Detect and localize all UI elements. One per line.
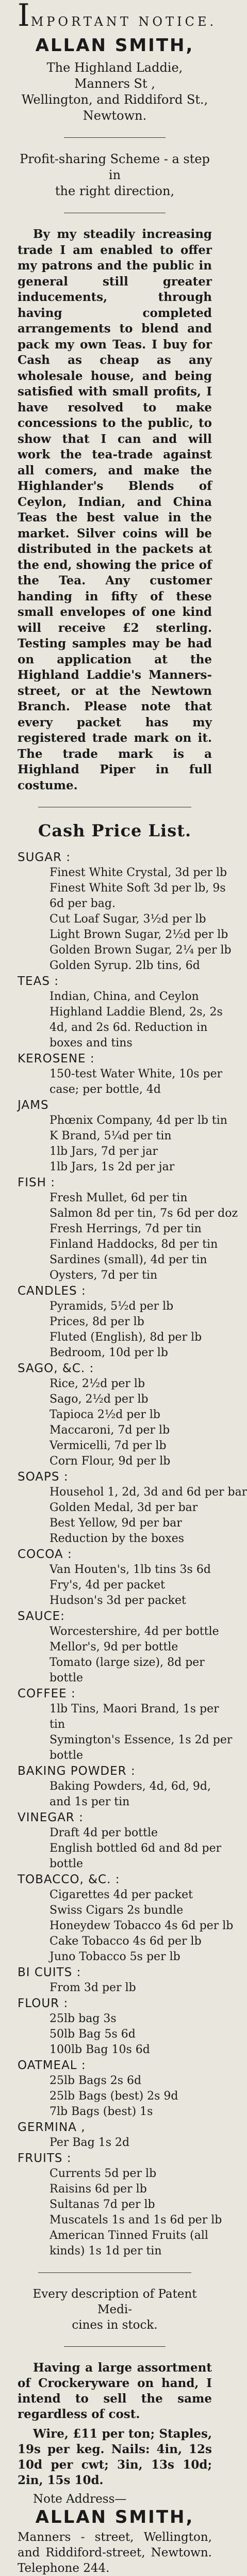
price-section <box>18 974 223 1051</box>
price-section <box>18 1175 238 1283</box>
price-item: Sago, 2½d per lb <box>50 1393 149 1406</box>
price-item: 1lb Tins, Maori Brand, 1s per <box>50 1703 219 1715</box>
price-item: 7lb Bags (best) 1s <box>50 2105 153 2118</box>
merchant-address <box>18 60 212 124</box>
scheme-line: Profit-sharing Scheme - a step in <box>20 152 210 182</box>
category-heading: SAGO, &C. : <box>18 1362 94 1375</box>
price-item: bottle <box>50 1857 84 1870</box>
notice-body: By my steadily increasing trade I am enabled to offer my patrons and the public in general still greater inducements, through having completed arrangements to blend and pack my own Teas. I buy for Cash as cheap as any wholesale house, and being satisfied with small profits, I have resolved to make concessions to the public, to show that I can and will work the tea-trade against all comers, and make the Highlander's Blends of Ceylon, Indian, and China Teas the best value in the market. Silver coins will be distributed in the packets at the end, showing the price of the Tea. Any customer handing in fifty of these small envelopes of one kind will receive £2 sterling. Testing samples may be had on application at the Highland Laddie's Manners-street, or at the Newtown Branch. Please note that every packet has my registered trade mark on it. The trade mark is a Highland Piper in full costume. <box>18 227 212 792</box>
price-item: 150-test Water White, 10s per <box>50 1068 223 1080</box>
heading-initial: I <box>18 0 31 34</box>
price-item: bottle <box>50 1672 84 1684</box>
notice-heading <box>18 0 217 34</box>
price-item: Juno Tobacco 5s per lb <box>50 1950 180 1963</box>
category-heading: TEAS : <box>18 975 59 988</box>
price-item: 1lb Jars, 1s 2d per jar <box>50 1160 175 1173</box>
price-section <box>18 2120 212 2151</box>
price-item: Oysters, 7d per tin <box>50 1269 158 1282</box>
price-item: 1lb Jars, 7d per jar <box>50 1145 158 1158</box>
price-item: boxes and tins <box>50 1037 133 1050</box>
price-item: Phœnix Company, 4d per lb tin <box>50 1114 227 1127</box>
price-item: Tomato (large size), 8d per <box>50 1656 205 1669</box>
price-item: Salmon 8d per tin, 7s 6d per doz <box>50 1207 238 1220</box>
price-item: Mellor's, 9d per bottle <box>50 1641 178 1653</box>
price-item: 25lb Bags 2s 6d <box>50 2074 142 2087</box>
price-item: Corn Flour, 9d per lb <box>50 1455 171 1468</box>
category-heading: COFFEE : <box>18 1687 76 1700</box>
divider <box>64 137 166 138</box>
price-item: Raisins 6d per lb <box>50 2183 147 2196</box>
address-line: Newtown. <box>83 108 147 123</box>
price-item: Hudson's 3d per packet <box>50 1594 186 1607</box>
price-section <box>18 1469 247 1547</box>
price-item: Fresh Mullet, 6d per tin <box>50 1191 188 1204</box>
price-item: Finland Haddocks, 8d per tin <box>50 1238 218 1251</box>
price-item: Prices, 8d per lb <box>50 1315 144 1328</box>
scheme-heading <box>18 151 212 199</box>
price-item: 100lb Bag 10s 6d <box>50 2043 150 2056</box>
note-address-label: Note Address— <box>33 2492 127 2506</box>
price-item: English bottled 6d and 8d per <box>50 1842 222 1855</box>
category-heading: OATMEAL : <box>18 2059 86 2072</box>
price-item: Per Bag 1s 2d <box>50 2136 130 2149</box>
category-heading: SOAPS : <box>18 1470 69 1484</box>
price-item: 25lb bag 3s <box>50 2012 117 2025</box>
divider <box>64 2346 166 2347</box>
price-section <box>18 850 232 974</box>
price-item: Golden Brown Sugar, 2¼ per lb <box>50 944 232 957</box>
price-item: and 1s per tin <box>50 1795 130 1808</box>
price-item: Indian, China, and Ceylon <box>50 990 199 1003</box>
category-heading: CANDLES : <box>18 1284 86 1298</box>
price-item: Rice, 2½d per lb <box>50 1377 145 1390</box>
price-item: kinds) 1s 1d per tin <box>50 2245 162 2257</box>
price-item: Fresh Herrings, 7d per tin <box>50 1222 202 1235</box>
category-heading: COCOA : <box>18 1548 72 1561</box>
price-section <box>18 1051 223 1098</box>
price-item: Symington's Essence, 1s 2d per <box>50 1734 233 1746</box>
price-item: Draft 4d per bottle <box>50 1826 158 1839</box>
price-list <box>18 850 247 2259</box>
price-item: Cut Loaf Sugar, 3½d per lb <box>50 913 206 926</box>
footer-merchant-name: ALLAN SMITH, <box>35 2507 194 2527</box>
merchant-name: ALLAN SMITH, <box>35 35 194 56</box>
price-section <box>18 2151 222 2259</box>
price-item: 25lb Bags (best) 2s 9d <box>50 2090 178 2103</box>
category-heading: SAUCE: <box>18 1610 65 1623</box>
price-item: Fluted (English), 8d per lb <box>50 1331 202 1344</box>
price-item: 50lb Bag 5s 6d <box>50 2028 136 2041</box>
price-item: Finest White Soft 3d per lb, 9s <box>50 882 226 895</box>
price-section <box>18 2058 212 2120</box>
footer-address: Manners - street, Wellington, and Riddiford-street, Newtown. Telephone 244. <box>18 2531 212 2575</box>
price-item: Swiss Cigars 2s bundle <box>50 1904 184 1917</box>
price-section <box>18 1763 212 1810</box>
price-section <box>18 1361 212 1469</box>
wire-prices: Wire, £11 per ton; Staples, 19s per keg. Nails: 4in, 12s 10d per cwt; 3in, 13s 10d; 2in, 15s 10d. <box>18 2427 212 2487</box>
price-item: Cake Tobacco 4s 6d per lb <box>50 1935 202 1948</box>
price-item: Tapioca 2½d per lb <box>50 1408 161 1421</box>
price-item: 6d per bag. <box>50 897 116 910</box>
category-heading: TOBACCO, &C. : <box>18 1873 120 1886</box>
price-item: Light Brown Sugar, 2½d per lb <box>50 928 228 941</box>
price-item: Vermicelli, 7d per lb <box>50 1439 167 1452</box>
patent-medicines <box>18 2286 212 2333</box>
price-section <box>18 1686 233 1763</box>
category-heading: KEROSENE : <box>18 1052 95 1066</box>
price-item: Golden Syrup. 2lb tins, 6d <box>50 959 200 972</box>
category-heading: BAKING POWDER : <box>18 1764 136 1778</box>
price-item: Highland Laddie Blend, 2s, 2s <box>50 1006 223 1019</box>
category-heading: GERMINA , <box>18 2121 86 2134</box>
price-item: Worcestershire, 4d per bottle <box>50 1625 219 1638</box>
price-section <box>18 1609 219 1686</box>
price-section <box>18 1547 212 1609</box>
price-item: Bedroom, 10d per lb <box>50 1346 168 1359</box>
patent-line: cines in stock. <box>72 2318 158 2332</box>
price-item: Househol 1, 2d, 3d and 6d per bar <box>50 1486 247 1499</box>
price-item: Van Houten's, 1lb tins 3s 6d <box>50 1563 211 1576</box>
address-line: Wellington, and Riddiford St., <box>21 92 208 107</box>
scheme-line: the right direction, <box>55 184 175 198</box>
price-item: 4d, and 2s 6d. Reduction in <box>50 1021 208 1034</box>
price-item: Golden Medal, 3d per bar <box>50 1501 198 1514</box>
price-section <box>18 1283 212 1361</box>
price-item: bottle <box>50 1749 84 1762</box>
category-heading: FRUITS : <box>18 2152 72 2165</box>
price-item: Finest White Crystal, 3d per lb <box>50 866 227 879</box>
crockery-notice: Having a large assortment of Crockeryware on hand, I intend to sell the same regardless of cost. <box>18 2361 212 2421</box>
category-heading: BI CUITS : <box>18 1966 81 1979</box>
price-item: Maccaroni, 7d per lb <box>50 1424 170 1437</box>
price-section <box>18 1872 234 1965</box>
patent-line: Every description of Patent Medi- <box>32 2287 197 2316</box>
price-section <box>18 1965 212 1996</box>
price-item: Cigarettes 4d per packet <box>50 1888 193 1901</box>
address-line: The Highland Laddie, Manners St , <box>46 60 183 91</box>
divider <box>38 2272 191 2273</box>
price-item: Baking Powders, 4d, 6d, 9d, <box>50 1780 211 1793</box>
heading-rest: MPORTANT NOTICE. <box>30 14 217 29</box>
category-heading: JAMS <box>18 1099 49 1112</box>
price-section <box>18 1996 212 2058</box>
price-item: tin <box>50 1718 65 1731</box>
category-heading: FISH : <box>18 1176 55 1189</box>
price-item: Reduction by the boxes <box>50 1532 185 1545</box>
price-item: Pyramids, 5½d per lb <box>50 1300 174 1313</box>
price-item: Best Yellow, 9d per bar <box>50 1517 182 1530</box>
price-item: Honeydew Tobacco 4s 6d per lb <box>50 1919 234 1932</box>
price-item: Fry's, 4d per packet <box>50 1579 165 1592</box>
price-item: case; per bottle, 4d <box>50 1083 161 1096</box>
category-heading: FLOUR : <box>18 1997 69 2010</box>
price-item: Currents 5d per lb <box>50 2167 157 2180</box>
price-section <box>18 1810 222 1872</box>
category-heading: SUGAR : <box>18 851 71 864</box>
category-heading: VINEGAR : <box>18 1811 84 1824</box>
price-item: K Brand, 5¼d per tin <box>50 1130 172 1142</box>
price-item: Sultanas 7d per lb <box>50 2198 155 2211</box>
price-item: Sardines (small), 4d per tin <box>50 1253 207 1266</box>
price-item: From 3d per lb <box>50 1981 136 1994</box>
price-section <box>18 1098 227 1175</box>
price-item: American Tinned Fruits (all <box>50 2229 208 2242</box>
price-item: Muscatels 1s and 1s 6d per lb <box>50 2214 222 2227</box>
price-list-title: Cash Price List. <box>38 821 192 840</box>
